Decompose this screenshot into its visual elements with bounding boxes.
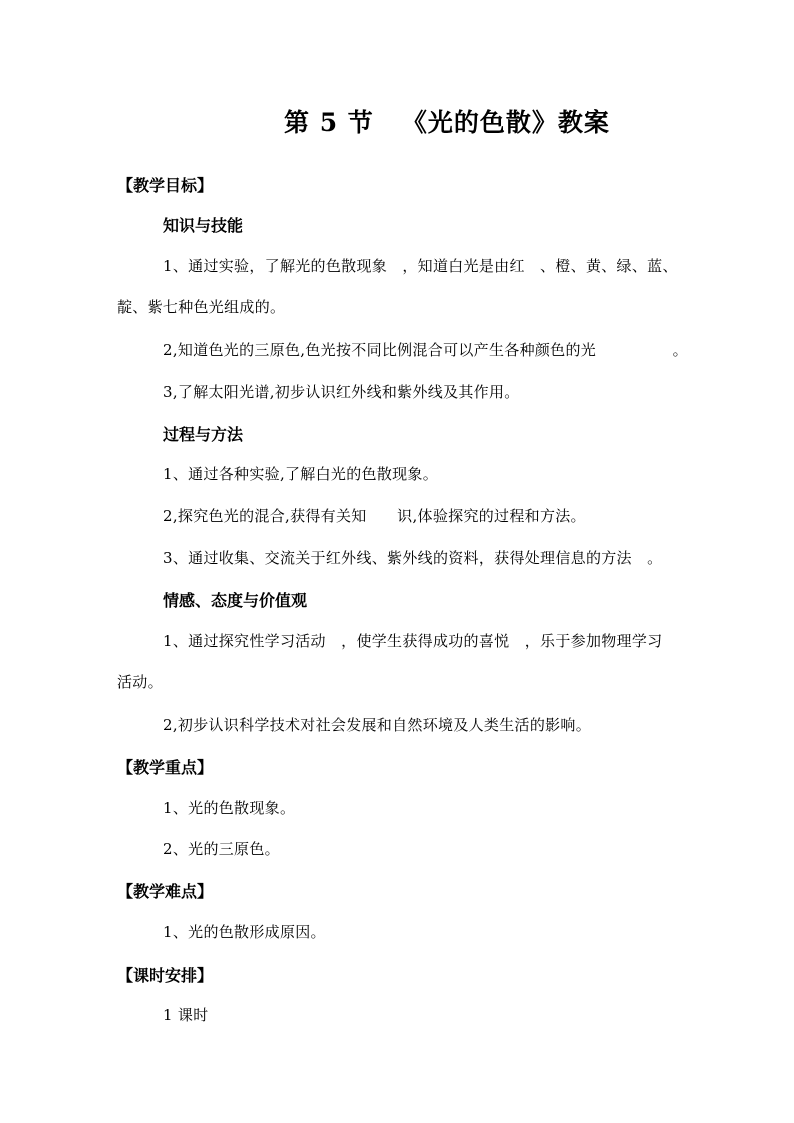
paragraph-line: 2,初步认识科学技术对社会发展和自然环境及人类生活的影响。	[163, 716, 592, 734]
paragraph-line: 1、通过探究性学习活动 ，使学生获得成功的喜悦 ，乐于参加物理学习	[163, 632, 663, 650]
section-heading-objectives: 【教学目标】	[117, 176, 214, 195]
paragraph-line: 1、光的色散形成原因。	[163, 923, 326, 941]
paragraph-line: 1 课时	[163, 1006, 209, 1024]
document-title	[284, 103, 610, 139]
paragraph-line: 1、通过各种实验,了解白光的色散现象。	[163, 465, 439, 483]
title-chapter: 第 5 节	[284, 108, 374, 137]
paragraph-line: 2、光的三原色。	[163, 840, 280, 858]
section-heading-difficulties: 【教学难点】	[117, 882, 214, 901]
subheading-knowledge: 知识与技能	[163, 216, 244, 235]
title-name: 《光的色散》教案	[401, 108, 610, 137]
subheading-process: 过程与方法	[163, 425, 244, 444]
paragraph-line: 3,了解太阳光谱,初步认识红外线和紫外线及其作用。	[163, 383, 520, 401]
paragraph-line: 3、通过收集、交流关于红外线、紫外线的资料，获得处理信息的方法 。	[163, 549, 663, 567]
paragraph-line: 活动。	[117, 673, 163, 691]
paragraph-line: 2,知道色光的三原色,色光按不同比例混合可以产生各种颜色的光 。	[163, 341, 688, 359]
section-heading-key-points: 【教学重点】	[117, 758, 214, 777]
subheading-emotion: 情感、态度与价值观	[163, 591, 308, 610]
section-heading-schedule: 【课时安排】	[117, 966, 214, 985]
paragraph-line: 1、光的色散现象。	[163, 799, 296, 817]
paragraph-line: 1、通过实验，了解光的色散现象 ，知道白光是由红 、橙、黄、绿、蓝、	[163, 257, 678, 275]
paragraph-line: 2,探究色光的混合,获得有关知 识,体验探究的过程和方法。	[163, 507, 586, 525]
paragraph-line: 靛、紫七种色光组成的。	[117, 298, 286, 316]
